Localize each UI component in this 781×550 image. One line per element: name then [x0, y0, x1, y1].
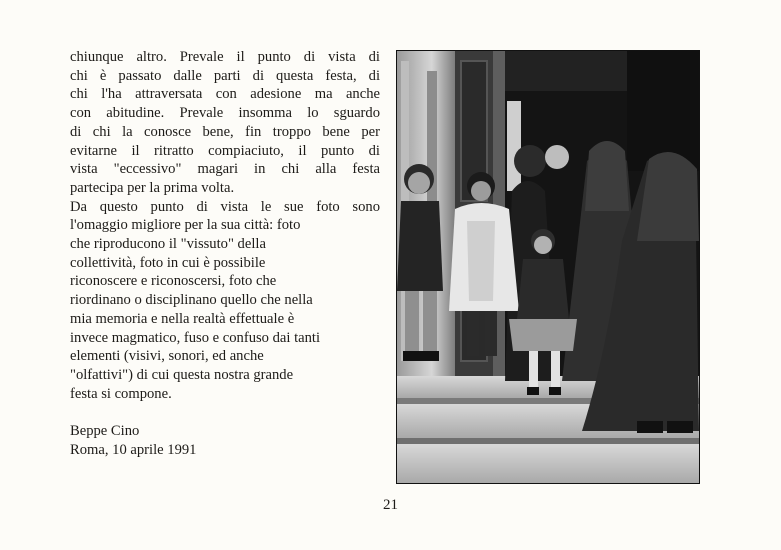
place-date: Roma, 10 aprile 1991	[70, 441, 197, 458]
body-line: "olfattivi") di cui questa nostra grande	[70, 366, 294, 383]
body-line: Da questo punto di vista le sue foto sono	[70, 198, 380, 215]
body-line: partecipa per la prima volta.	[70, 179, 235, 196]
body-line: l'omaggio migliore per la sua città: foto	[70, 217, 301, 234]
body-line: festa si compone.	[70, 385, 172, 402]
body-line: chiunque altro. Prevale il punto di vista di	[70, 49, 380, 65]
author-name: Beppe Cino	[70, 423, 140, 440]
body-line: riconoscere e riconoscersi, foto che	[70, 273, 277, 290]
body-line: evitarne il ritratto compiaciuto, il punto di	[70, 142, 380, 159]
body-line: mia memoria e nella realtà effettuale è	[70, 310, 295, 327]
body-line: di chi la conosce bene, fin troppo bene per	[70, 123, 380, 140]
body-line: con abitudine. Prevale insomma lo sguardo	[70, 105, 380, 122]
body-line: collettività, foto in cui è possibile	[70, 254, 266, 271]
body-line: elementi (visivi, sonori, ed anche	[70, 348, 264, 365]
photograph-church-steps	[396, 50, 700, 484]
body-line: invece magmatico, fuso e confuso dai tanti	[70, 329, 321, 346]
body-text-column	[70, 48, 380, 459]
paragraph-gap	[70, 403, 380, 422]
body-line: che riproducono il "vissuto" della	[70, 236, 266, 253]
photo-illustration	[397, 51, 699, 483]
body-line: vista "eccessivo" magari in chi alla festa	[70, 161, 380, 178]
body-line: chi l'ha attraversata con adesione ma anche	[70, 86, 380, 103]
body-line: riordinano o disciplinano quello che nella	[70, 292, 313, 309]
body-line: chi è passato dalle parti di questa festa, di	[70, 67, 380, 84]
page-number: 21	[383, 497, 398, 513]
